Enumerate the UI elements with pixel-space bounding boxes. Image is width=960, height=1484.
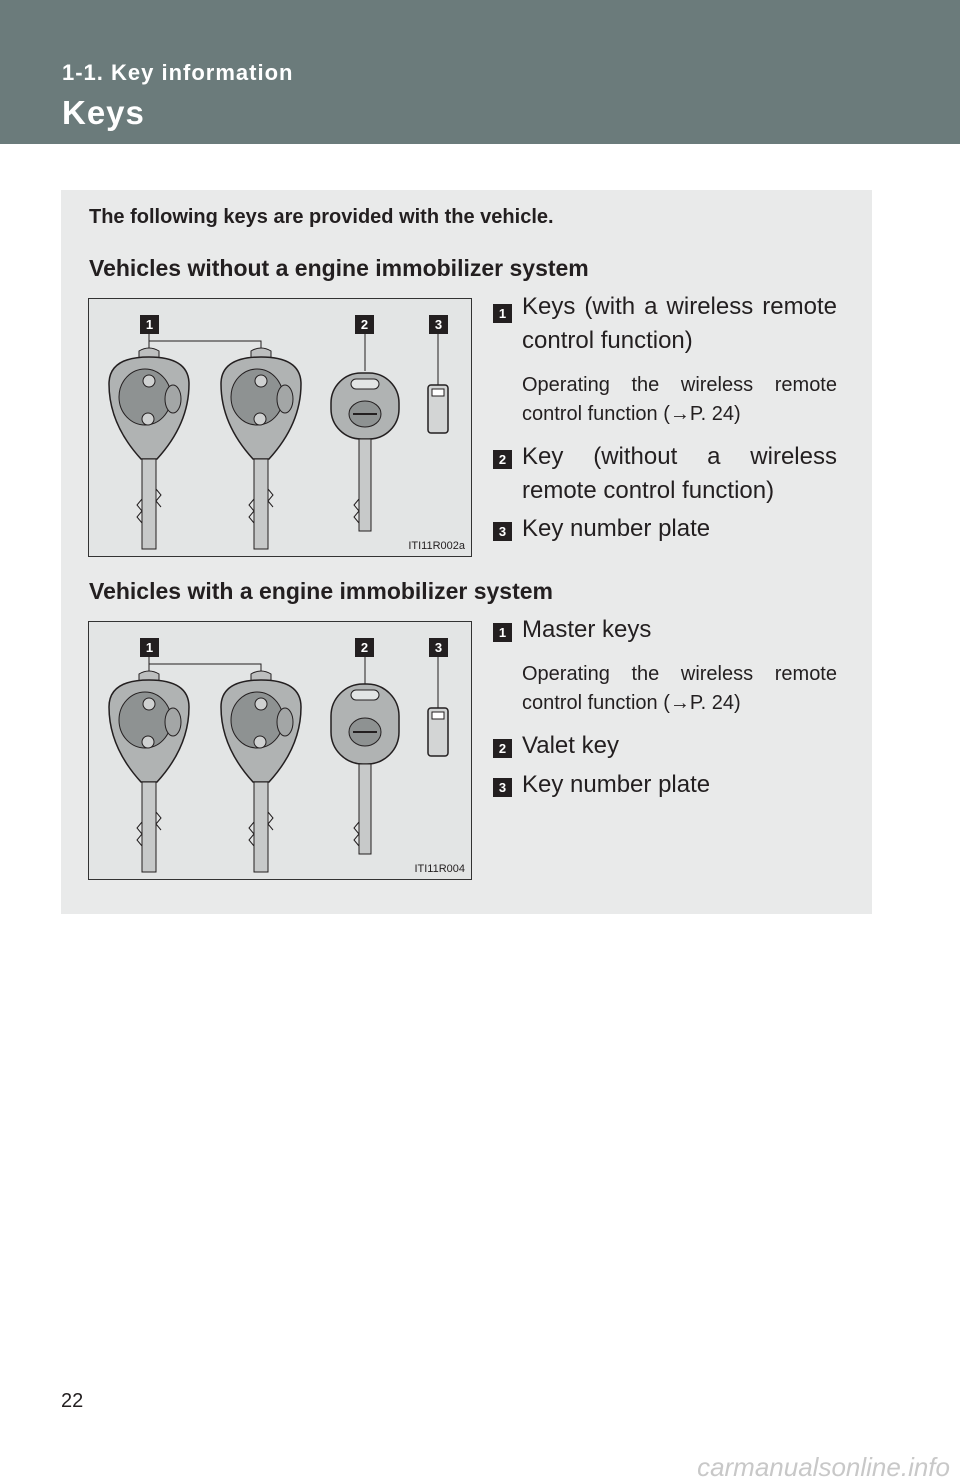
item-label: Key (without a wireless remote control function) bbox=[522, 443, 837, 504]
list-item bbox=[493, 512, 837, 546]
item-number-marker: 1 bbox=[493, 623, 512, 642]
item-number-marker: 1 bbox=[493, 304, 512, 323]
remote-key-illustration bbox=[221, 348, 301, 549]
plain-key-illustration bbox=[331, 373, 399, 531]
item-number-marker: 3 bbox=[493, 522, 512, 541]
item-label: Key number plate bbox=[522, 771, 711, 798]
item-number-marker: 2 bbox=[493, 739, 512, 758]
item-note: Operating the wireless remote control function (→P. 24) bbox=[522, 374, 837, 425]
svg-text:2: 2 bbox=[360, 640, 369, 655]
figure-id: ITI11R004 bbox=[414, 863, 465, 875]
list-item bbox=[493, 440, 837, 508]
remote-key-illustration bbox=[109, 348, 189, 549]
svg-text:2: 2 bbox=[360, 317, 369, 332]
key-number-plate-illustration bbox=[428, 708, 448, 756]
subheading-without-immobilizer: Vehicles without a engine immobilizer system bbox=[89, 255, 589, 281]
section-label: 1-1. Key information bbox=[62, 60, 294, 85]
item-number-marker: 2 bbox=[493, 450, 512, 469]
item-label: Valet key bbox=[522, 732, 619, 759]
item-label: Master keys bbox=[522, 616, 652, 643]
master-key-illustration bbox=[109, 671, 189, 872]
item-number-marker: 3 bbox=[493, 778, 512, 797]
list-item bbox=[493, 290, 837, 358]
svg-text:1: 1 bbox=[145, 317, 154, 332]
item-label: Keys (with a wireless remote control function) bbox=[522, 293, 837, 354]
item-note: Operating the wireless remote control function (→P. 24) bbox=[522, 663, 837, 714]
svg-text:3: 3 bbox=[434, 317, 443, 332]
keys-figure-without-immobilizer bbox=[88, 298, 472, 557]
figure-id: ITI11R002a bbox=[408, 540, 465, 552]
master-key-illustration bbox=[221, 671, 301, 872]
svg-text:1: 1 bbox=[145, 640, 154, 655]
valet-key-illustration bbox=[331, 684, 399, 854]
item-label: Key number plate bbox=[522, 515, 711, 542]
svg-text:3: 3 bbox=[434, 640, 443, 655]
watermark: carmanualsonline.info bbox=[697, 1452, 950, 1482]
keys-figure-with-immobilizer bbox=[88, 621, 472, 880]
header-bar bbox=[0, 0, 960, 144]
subheading-with-immobilizer: Vehicles with a engine immobilizer system bbox=[89, 578, 553, 604]
list-item bbox=[493, 613, 837, 647]
page-number: 22 bbox=[61, 1390, 84, 1412]
list-item bbox=[493, 729, 837, 763]
key-number-plate-illustration bbox=[428, 385, 448, 433]
page-title: Keys bbox=[62, 94, 145, 131]
list-item bbox=[493, 768, 837, 802]
intro-text: The following keys are provided with the vehicle. bbox=[89, 206, 554, 228]
